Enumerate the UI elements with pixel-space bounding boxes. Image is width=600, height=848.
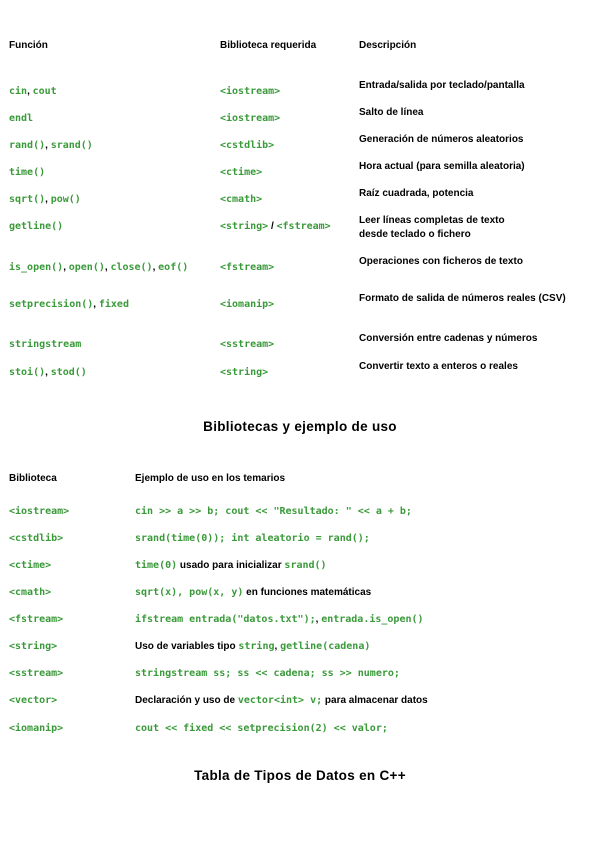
example-text: Declaración y uso de (135, 695, 238, 706)
example-cell (135, 690, 428, 708)
description-line: Salto de línea (359, 107, 424, 118)
library-cell (220, 216, 331, 234)
code-snippet: getline(cadena) (280, 641, 371, 652)
description-line: Generación de números aleatorios (359, 134, 524, 145)
library-name: <ctime> (9, 560, 52, 571)
code-snippet: sqrt(x), pow(x, y) (135, 587, 244, 598)
function-name: setprecision() (9, 299, 94, 310)
library-name: <cmath> (220, 194, 263, 205)
function-name: stoi() (9, 367, 46, 378)
function-name: fixed (98, 299, 129, 310)
library-cell (220, 334, 274, 352)
function-cell (9, 334, 81, 352)
library-name: <cstdlib> (9, 533, 64, 544)
function-name: sqrt() (9, 194, 46, 205)
library-cell (220, 162, 262, 180)
function-name: close() (110, 262, 153, 273)
description-line: Conversión entre cadenas y números (359, 333, 538, 344)
function-cell (9, 162, 45, 180)
separator: , (45, 194, 51, 205)
library-cell (220, 294, 274, 312)
library-name: <string> (9, 641, 58, 652)
function-cell (9, 216, 63, 234)
function-name: pow() (50, 194, 81, 205)
description-cell (359, 214, 505, 242)
example-text: , (274, 641, 281, 652)
description-line: Hora actual (para semilla aleatoria) (359, 161, 525, 172)
library-cell (9, 528, 63, 546)
example-cell (135, 663, 400, 681)
library-cell (220, 108, 280, 126)
function-name: eof() (158, 262, 189, 273)
description-cell (359, 160, 525, 174)
library-cell (9, 718, 63, 736)
function-name: srand() (50, 140, 93, 151)
separator: , (93, 299, 99, 310)
description-cell (359, 332, 537, 346)
example-cell (135, 555, 327, 573)
function-cell (9, 189, 81, 207)
example-cell (135, 501, 412, 519)
library-name: <iomanip> (220, 299, 275, 310)
function-name: cin (9, 86, 28, 97)
separator: , (27, 86, 33, 97)
example-cell (135, 718, 388, 736)
separator: , (104, 262, 111, 273)
function-cell (9, 362, 87, 380)
table1-header-description: Descripción (359, 40, 417, 51)
function-cell (9, 135, 93, 153)
code-snippet: vector<int> v; (237, 695, 323, 706)
library-cell (9, 690, 57, 708)
library-name: <iostream> (9, 506, 70, 517)
function-name: stringstream (9, 339, 82, 350)
library-name: <ctime> (220, 167, 263, 178)
library-name: <iostream> (220, 86, 281, 97)
library-name: <sstream> (9, 668, 64, 679)
function-name: getline() (9, 221, 64, 232)
function-name: endl (9, 113, 34, 124)
description-cell (359, 292, 566, 306)
code-snippet: cin >> a >> b; cout << "Resultado: " << a + b; (135, 506, 412, 517)
example-cell (135, 636, 370, 654)
function-name: is_open() (9, 262, 64, 273)
code-snippet: entrada.is_open() (321, 614, 424, 625)
code-snippet: time(0) (135, 560, 178, 571)
description-cell (359, 255, 523, 269)
description-cell (359, 79, 525, 93)
function-name: open() (68, 262, 105, 273)
library-cell (9, 501, 69, 519)
example-text: en funciones matemáticas (243, 587, 372, 598)
library-cell (9, 582, 51, 600)
function-cell (9, 81, 57, 99)
library-name: <fstream> (9, 614, 64, 625)
description-cell (359, 187, 473, 201)
table1-header-library: Biblioteca requerida (220, 40, 317, 51)
library-cell (220, 81, 280, 99)
library-name: <cmath> (9, 587, 52, 598)
code-snippet: srand(time(0)); int aleatorio = rand(); (135, 533, 370, 544)
example-cell (135, 582, 371, 600)
description-line: desde teclado o fichero (359, 229, 471, 240)
library-cell (9, 555, 51, 573)
separator: , (45, 367, 51, 378)
separator: / (268, 221, 277, 232)
example-cell (135, 528, 370, 546)
code-snippet: cout << fixed << setprecision(2) << valor; (135, 723, 388, 734)
library-cell (9, 609, 63, 627)
library-cell (220, 189, 262, 207)
library-cell (220, 135, 274, 153)
example-text: , (315, 614, 322, 625)
section-title-libraries: Bibliotecas y ejemplo de uso (203, 419, 397, 434)
function-name: rand() (9, 140, 46, 151)
library-name: <sstream> (220, 339, 275, 350)
function-cell (9, 294, 129, 312)
library-cell (220, 362, 268, 380)
function-cell (9, 108, 33, 126)
library-cell (9, 636, 57, 654)
description-cell (359, 106, 423, 120)
description-line: Formato de salida de números reales (CSV) (359, 293, 566, 304)
code-snippet: ifstream entrada("datos.txt"); (135, 614, 316, 625)
code-snippet: string (238, 641, 275, 652)
table2-header-library: Biblioteca (9, 473, 57, 484)
library-cell (220, 257, 274, 275)
code-snippet: srand() (284, 560, 327, 571)
library-cell (9, 663, 63, 681)
library-name: <fstream> (276, 221, 331, 232)
description-cell (359, 133, 524, 147)
library-name: <cstdlib> (220, 140, 275, 151)
function-name: cout (32, 86, 57, 97)
library-name: <fstream> (220, 262, 275, 273)
description-line: Leer líneas completas de texto (359, 215, 505, 226)
example-text: usado para inicializar (177, 560, 285, 571)
separator: , (63, 262, 69, 273)
library-name: <vector> (9, 695, 58, 706)
example-text: Uso de variables tipo (135, 641, 239, 652)
description-line: Entrada/salida por teclado/pantalla (359, 80, 525, 91)
table1-header-function: Función (9, 40, 48, 51)
example-text: para almacenar datos (322, 695, 428, 706)
function-cell (9, 257, 188, 275)
library-name: <string> (220, 221, 269, 232)
table2-header-example: Ejemplo de uso en los temarios (135, 473, 286, 484)
library-name: <iomanip> (9, 723, 64, 734)
description-line: Raíz cuadrada, potencia (359, 188, 474, 199)
function-name: time() (9, 167, 46, 178)
library-name: <iostream> (220, 113, 281, 124)
example-cell (135, 609, 424, 627)
description-line: Convertir texto a enteros o reales (359, 361, 518, 372)
code-snippet: stringstream ss; ss << cadena; ss >> numero; (135, 668, 400, 679)
function-name: stod() (50, 367, 87, 378)
library-name: <string> (220, 367, 269, 378)
section-title-data-types: Tabla de Tipos de Datos en C++ (194, 768, 406, 783)
separator: , (45, 140, 51, 151)
description-line: Operaciones con ficheros de texto (359, 256, 523, 267)
description-cell (359, 360, 518, 374)
separator: , (152, 262, 159, 273)
